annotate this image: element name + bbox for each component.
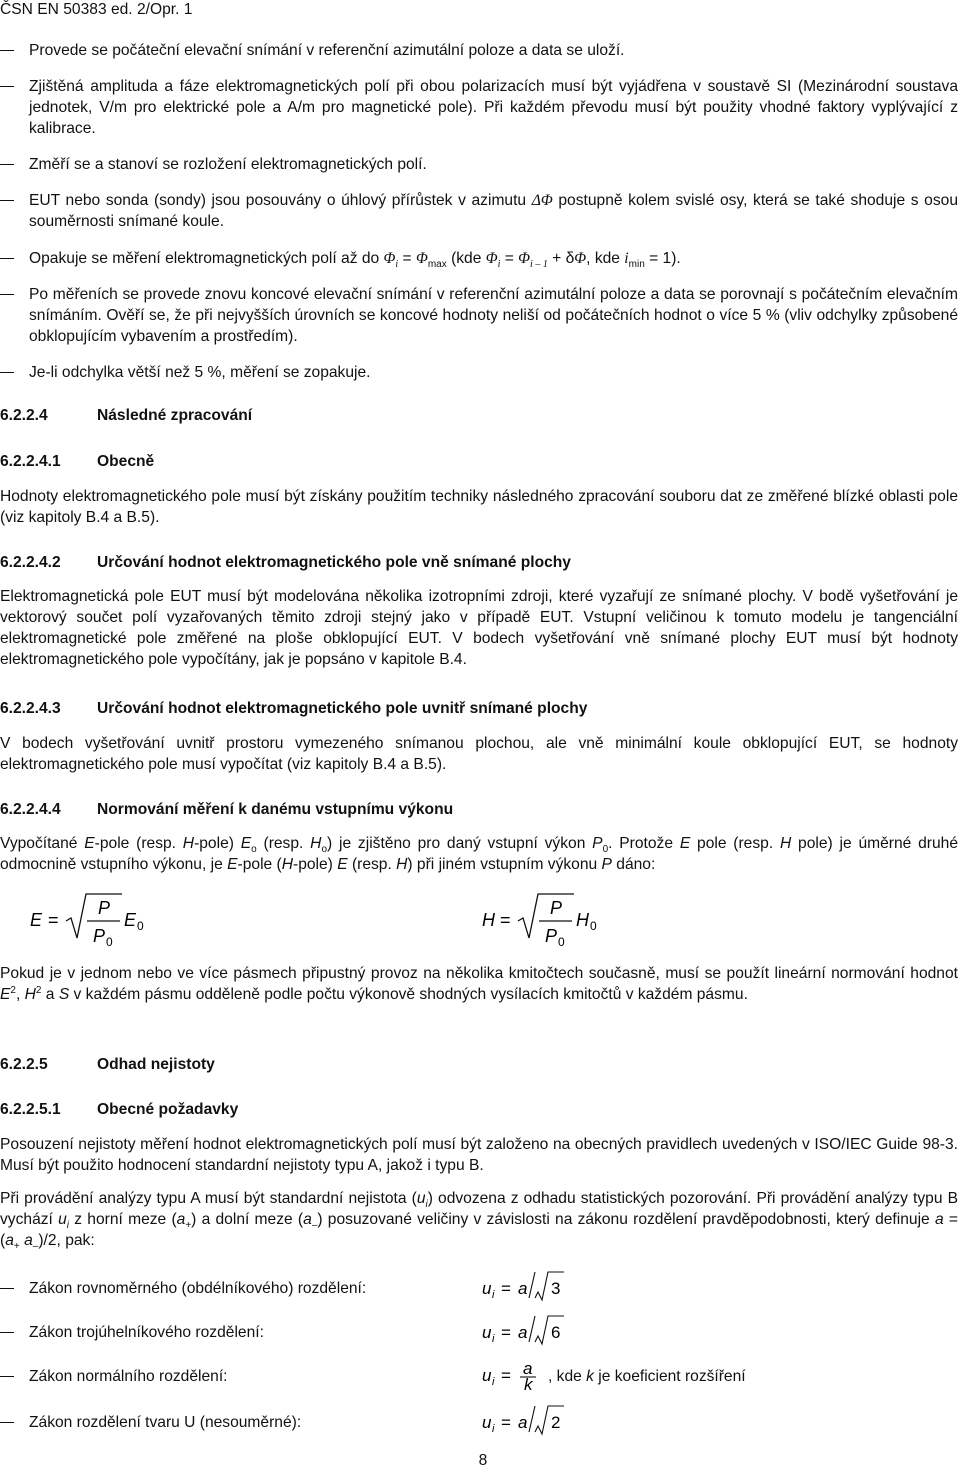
dash-bullet (0, 1376, 14, 1377)
paragraph: V bodech vyšetřování uvnitř prostoru vymezeného snímanou plochou, ale vně minimální koule obklopující EUT, se hodnoty elektromagnetického pole musí vypočítat (viz kapitoly B.4 a B.5). (0, 735, 958, 773)
law-suffix: , kde k je koeficient rozšíření (548, 1368, 746, 1385)
symbol-a: a (523, 1359, 533, 1378)
formula-e-denominator: P (93, 926, 106, 946)
paragraph: Vypočítané E-pole (resp. H-pole) $E_o$ (resp. $H_o$) je zjištěno pro daný vstupní výkon $P_0$. Protože E pole (resp. H pole) je úměrné druhé odmocnině vstupního výkonu, je E-pole (H-pole) E (resp. H) při jiném vstupním výkonu P dáno: (0, 835, 958, 873)
symbol-equals: = (501, 1279, 511, 1298)
formula-h-denominator: P (545, 926, 558, 946)
law-formula (482, 1270, 572, 1304)
list-item (0, 284, 958, 347)
section-heading: 6.2.2.4.3 Určování hodnot elektromagnetického pole uvnitř snímané plochy (0, 700, 588, 717)
paragraph: Při provádění analýzy typu A musí být standardní nejistota $(u_i)$ odvozena z odhadu statistických pozorování. Při provádění analýzy typu B vychází $u_i$ z horní meze $(a_+)$ a dolní meze $(a_-)$ posuzované veličiny v závislosti na zákonu rozdělení pravděpodobnosti, který definuje $a = (a_+$ $a_-)/2$, pak: (0, 1190, 958, 1253)
law-formula (482, 1404, 572, 1438)
symbol-i-sub: i (492, 1376, 495, 1388)
distribution-law-item (0, 1322, 958, 1343)
list-item (0, 248, 958, 269)
list-item (0, 76, 958, 139)
dash-bullet (0, 200, 14, 201)
dash-bullet (0, 294, 14, 295)
symbol-equals: = (501, 1413, 511, 1432)
symbol-u: u (482, 1279, 492, 1298)
formula-h-normalization (482, 888, 622, 950)
formula-h-rhs: H (576, 910, 589, 930)
paragraph: Elektromagnetická pole EUT musí být modelována několika izotropními zdroji, které vyzařují ze snímané plochy. V bodě vyšetřování je vektorový součet polí vyzařovaných těmito zdroji stejný jako v případě EUT. Vstupní veličinou k tomuto modelu je tangenciální elektromagnetické pole změřené na ploše obklopující EUT. V bodech vyšetřování vně snímané plochy EUT musí být hodnoty elektromagnetického pole vypočítány, jak je popsáno v kapitole B.4. (0, 588, 958, 668)
formula-h-equals: = (500, 910, 511, 930)
paragraph: Hodnoty elektromagnetického pole musí být získány použitím techniky následného zpracování souboru dat ze změřené blízké oblasti pole (viz kapitoly B.4 a B.5). (0, 488, 958, 526)
law-label: Zákon rozdělení tvaru U (nesouměrné): (29, 1414, 302, 1431)
symbol-a: a (518, 1413, 528, 1432)
list-item-text: Změří se a stanoví se rozložení elektromagnetických polí. (29, 156, 427, 173)
symbol-u: u (482, 1413, 492, 1432)
paragraph: Posouzení nejistoty měření hodnot elektromagnetických polí musí být založeno na obecných pravidlech uvedených v ISO/IEC Guide 98-3. Musí být použito hodnocení standardní nejistoty typu A, jakož i typu B. (0, 1136, 958, 1174)
dash-bullet (0, 1332, 14, 1333)
list-item (0, 190, 958, 232)
symbol-u: u (482, 1323, 492, 1342)
formula-h-numerator: P (550, 898, 563, 918)
section-heading: 6.2.2.5 Odhad nejistoty (0, 1056, 215, 1073)
dash-bullet (0, 372, 14, 373)
symbol-a: a (518, 1323, 528, 1342)
list-item-text: Opakuje se měření elektromagnetických polí až do $\Phi_i = \Phi_{max}$ (kde $\Phi_i = \Phi_{i - 1} + \delta\Phi$, kde $i_{min} = 1$). (29, 250, 681, 271)
formula-e-rhs-sub: 0 (137, 919, 144, 933)
list-item-text: Po měřeních se provede znovu koncové elevační snímání v referenční azimutální poloze a data se porovnají s počátečním elevačním snímáním. Ověří se, že při nejvyšších úrovních se koncové hodnoty neliší od počátečních hodnot o více 5 % (vliv odchylky způsobené obklopujícím vybavením a prostředím). (29, 286, 958, 345)
formula-e-equals: = (48, 910, 59, 930)
dash-bullet (0, 50, 14, 51)
formula-e-rhs: E (124, 910, 137, 930)
symbol-equals: = (501, 1366, 511, 1385)
section-heading: 6.2.2.4.2 Určování hodnot elektromagnetického pole vně snímané plochy (0, 554, 571, 571)
distribution-law-item (0, 1412, 958, 1433)
law-label: Zákon normálního rozdělení: (29, 1368, 228, 1385)
section-heading: 6.2.2.4.1 Obecně (0, 453, 155, 470)
formula-e-numerator: P (98, 898, 111, 918)
list-item-text: Je-li odchylka větší než 5 %, měření se zopakuje. (29, 364, 371, 381)
symbol-k: k (524, 1375, 533, 1391)
formula-e-denominator-sub: 0 (106, 935, 113, 949)
page-number: 8 (478, 1452, 488, 1469)
symbol-i-sub: i (492, 1423, 495, 1435)
dash-bullet (0, 1288, 14, 1289)
distribution-law-item (0, 1359, 958, 1391)
radicand: 6 (551, 1323, 561, 1342)
list-item-text: Provede se počáteční elevační snímání v referenční azimutální poloze a data se uloží. (29, 42, 625, 59)
document-header: ČSN EN 50383 ed. 2/Opr. 1 (0, 1, 193, 18)
formula-h-lhs: H (482, 910, 495, 930)
dash-bullet (0, 164, 14, 165)
formula-e-lhs: E (30, 910, 43, 930)
list-item-text: Zjištěná amplituda a fáze elektromagnetických polí při obou polarizacích musí být vyjádřena v soustavě SI (Mezinárodní soustava jednotek, V/m pro elektrické pole a A/m pro magnetické pole). Při každém převodu musí být použity vhodné faktory vyplývající z kalibrace. (29, 78, 958, 137)
list-item (0, 154, 958, 175)
symbol-u: u (482, 1366, 492, 1385)
formula-h-rhs-sub: 0 (590, 919, 597, 933)
section-heading: 6.2.2.4.4 Normování měření k danému vstupnímu výkonu (0, 801, 454, 818)
paragraph: Pokud je v jednom nebo ve více pásmech připustný provoz na několika kmitočtech současně, musí se použít lineární normování hodnot $E^2$, $H^2$ a S v každém pásmu odděleně podle počtu výkonově shodných vysílacích kmitočtů v každém pásmu. (0, 965, 958, 1003)
formula-h-denominator-sub: 0 (558, 935, 565, 949)
symbol-a: a (518, 1279, 528, 1298)
formula-e-normalization (30, 888, 170, 950)
list-item-text: EUT nebo sonda (sondy) jsou posouvány o úhlový přírůstek v azimutu ΔΦ postupně kolem svislé osy, která se také shoduje s osou souměrnosti snímané koule. (29, 192, 958, 230)
symbol-equals: = (501, 1323, 511, 1342)
radicand: 3 (551, 1279, 561, 1298)
radicand: 2 (551, 1413, 561, 1432)
section-heading: 6.2.2.4 Následné zpracování (0, 407, 253, 424)
distribution-law-item (0, 1278, 958, 1299)
symbol-i-sub: i (492, 1333, 495, 1345)
law-label: Zákon rovnoměrného (obdélníkového) rozdělení: (29, 1280, 367, 1297)
law-formula (482, 1314, 572, 1348)
law-label: Zákon trojúhelníkového rozdělení: (29, 1324, 264, 1341)
list-item (0, 40, 958, 61)
symbol-i-sub: i (492, 1289, 495, 1301)
dash-bullet (0, 86, 14, 87)
delta-phi-symbol: ΔΦ (531, 192, 553, 209)
list-item (0, 362, 958, 383)
section-heading: 6.2.2.5.1 Obecné požadavky (0, 1101, 239, 1118)
dash-bullet (0, 258, 14, 259)
dash-bullet (0, 1422, 14, 1423)
